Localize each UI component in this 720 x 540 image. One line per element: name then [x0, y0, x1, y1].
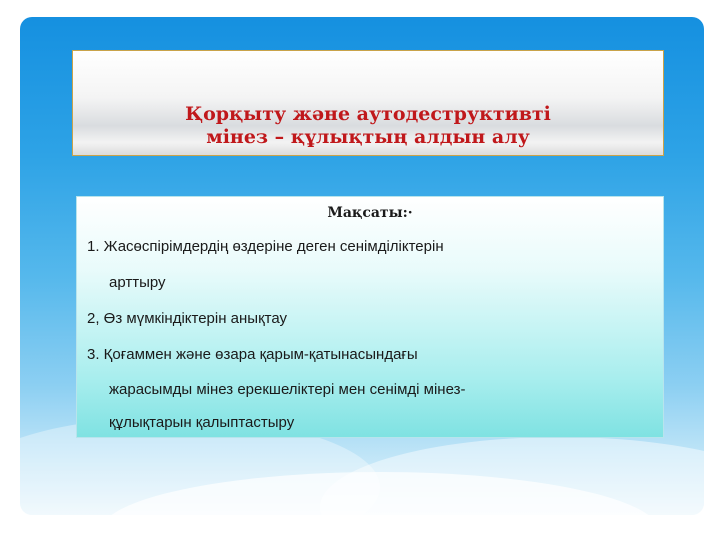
goal-item-1-line-2: арттыру [109, 274, 166, 291]
goals-box [76, 196, 664, 438]
goal-item-3-line-3: құлықтарын қалыптастыру [109, 414, 295, 431]
slide-title-line-2: мінез – құлықтың алдын алу [206, 126, 530, 148]
goal-item-2: 2, Өз мүмкіндіктерін анықтау [87, 310, 288, 327]
title-box [72, 50, 664, 156]
goals-heading: Мақсаты:· [327, 205, 413, 221]
goal-item-3-line-2: жарасымды мінез ерекшеліктері мен сенімді мінез- [109, 381, 466, 398]
goal-item-1-line-1: 1. Жасөспірімдердің өздеріне деген сенімділіктерін [87, 238, 444, 255]
slide-title-line-1: Қорқыту және аутодеструктивті [185, 103, 551, 125]
goal-item-3-line-1: 3. Қоғаммен және өзара қарым-қатынасындағы [87, 346, 418, 363]
